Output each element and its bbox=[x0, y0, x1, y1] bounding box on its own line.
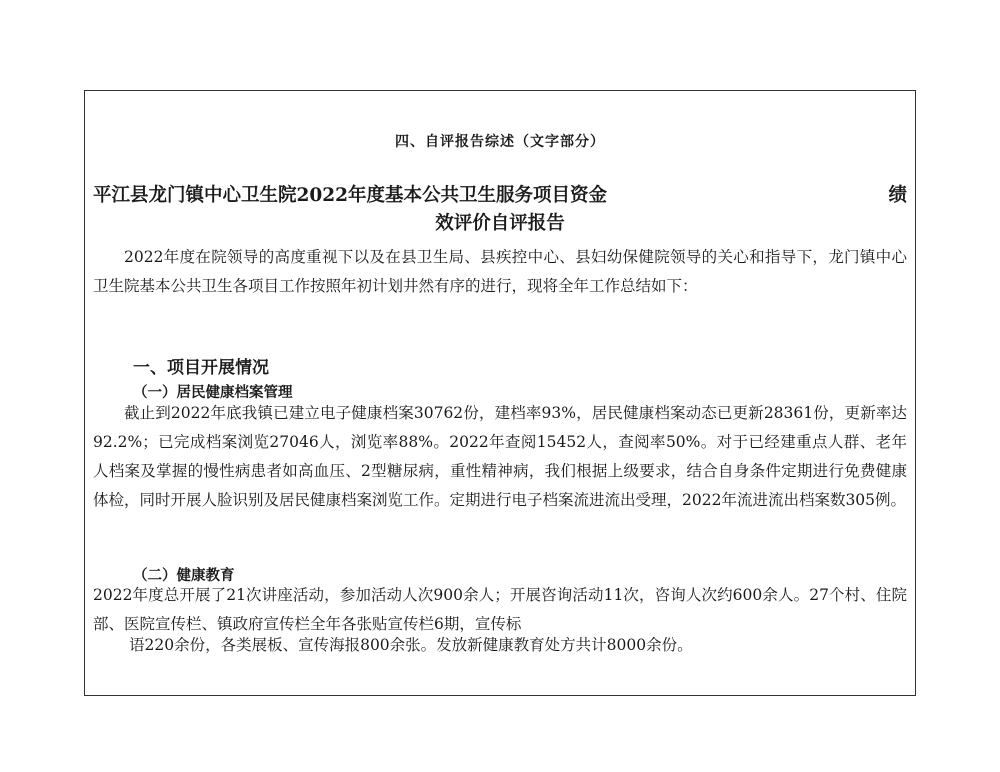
subheading-health-education: （二）健康教育 bbox=[133, 567, 235, 584]
heading-project-status: 一、项目开展情况 bbox=[133, 358, 269, 378]
report-title-end-char: 绩 bbox=[888, 185, 907, 206]
health-records-paragraph: 截止到2022年底我镇已建立电子健康档案30762份，建档率93%，居民健康档案动态已更新28361份，更新率达92.2%；已完成档案浏览27046人，浏览率88%。2022年查阅15452人，查阅率50%。对于已经建重点人群、老年人档案及掌握的慢性病患者如高血压、2型糖尿病，重性精神病，我们根据上级要求，结合自身条件定期进行免费健康体检，同时开展人脸识别及居民健康档案浏览工作。定期进行电子档案流进流出受理，2022年流进流出档案数305例。 bbox=[93, 404, 907, 509]
report-title-main: 平江县龙门镇中心卫生院2022年度基本公共卫生服务项目资金 bbox=[93, 185, 607, 206]
report-frame bbox=[84, 90, 916, 696]
intro-paragraph: 2022年度在院领导的高度重视下以及在县卫生局、县疾控中心、县妇幼保健院领导的关心和指导下，龙门镇中心卫生院基本公共卫生各项目工作按照年初计划井然有序的进行，现将全年工作总结如下： bbox=[93, 248, 907, 295]
subheading-health-records: （一）居民健康档案管理 bbox=[133, 384, 293, 401]
report-title-line1 bbox=[93, 181, 907, 207]
health-education-last-line: 语220余份，各类展板、宣传海报800余张。发放新健康教育处方共计8000余份。 bbox=[129, 636, 693, 654]
report-title-line2: 效评价自评报告 bbox=[435, 213, 565, 234]
health-education-paragraph: 2022年度总开展了21次讲座活动，参加活动人次900余人；开展咨询活动11次，咨询人次约600余人。27个村、住院部、医院宣传栏、镇政府宣传栏全年各张贴宣传栏6期，宣传标 bbox=[93, 586, 907, 633]
section-heading: 四、自评报告综述（文字部分） bbox=[395, 134, 605, 150]
